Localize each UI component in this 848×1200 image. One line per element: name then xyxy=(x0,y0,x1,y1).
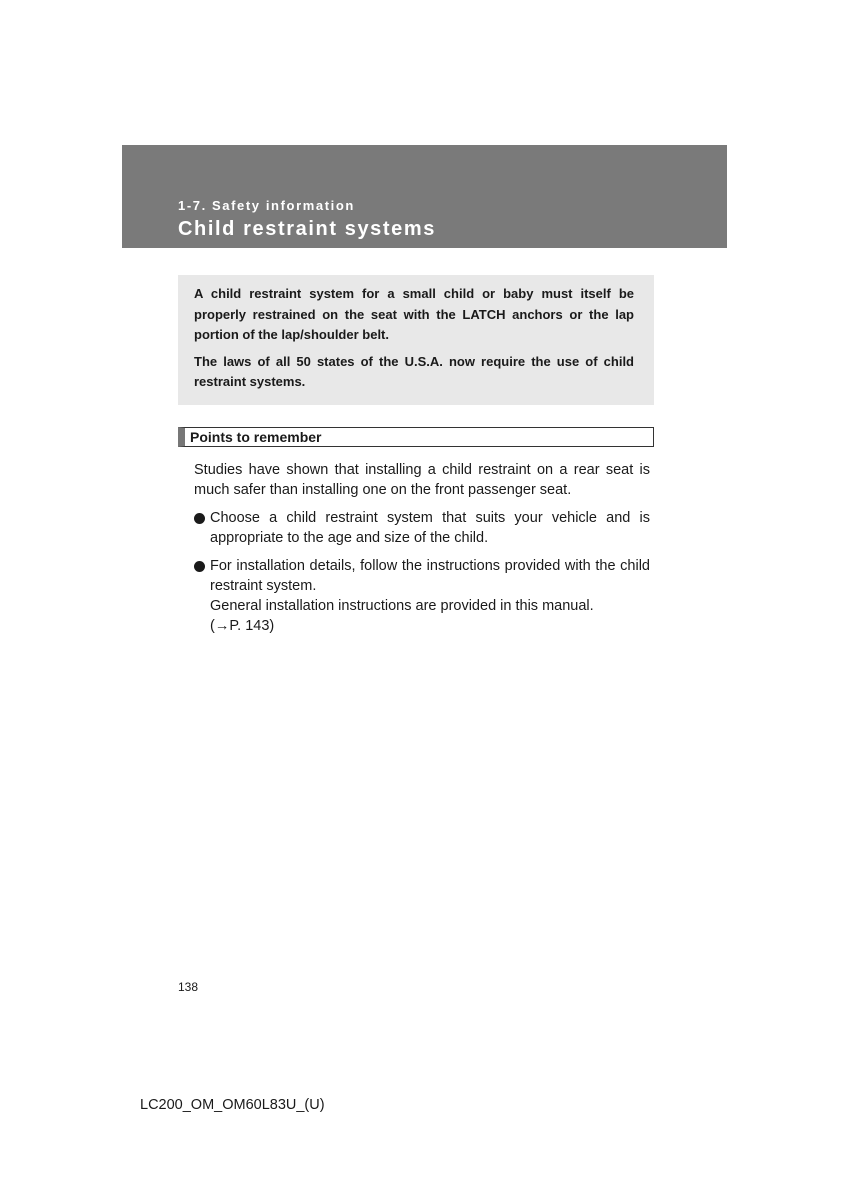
filled-circle-icon xyxy=(194,561,205,572)
page-title: Child restraint systems xyxy=(178,218,436,240)
filled-circle-icon xyxy=(194,513,205,524)
points-body xyxy=(194,460,650,636)
intro-box xyxy=(178,275,654,405)
lead-paragraph: Studies have shown that installing a child restraint on a rear seat is much safer than installing one on the front passenger seat. xyxy=(194,462,650,498)
section-label: 1-7. Safety information xyxy=(178,198,355,213)
list-item xyxy=(194,556,650,636)
bullet-text: General installation instructions are provided in this manual. xyxy=(210,598,594,614)
bullet-text: Choose a child restraint system that suits your vehicle and is appropriate to the age and size of the child. xyxy=(210,510,650,546)
points-heading: Points to remember xyxy=(178,427,654,447)
list-item xyxy=(194,508,650,548)
intro-paragraph: A child restraint system for a small child or baby must itself be properly restrained on the seat with the LATCH anchors or the lap portion of the lap/shoulder belt. xyxy=(194,286,634,342)
document-code: LC200_OM_OM60L83U_(U) xyxy=(140,1097,325,1113)
intro-paragraph: The laws of all 50 states of the U.S.A. now require the use of child restraint systems. xyxy=(194,353,634,389)
page-reference: (→P. 143) xyxy=(210,618,275,634)
page-number: 138 xyxy=(178,980,199,994)
bullet-text: For installation details, follow the instructions provided with the child restraint system. xyxy=(210,558,650,594)
header-band xyxy=(122,145,727,248)
